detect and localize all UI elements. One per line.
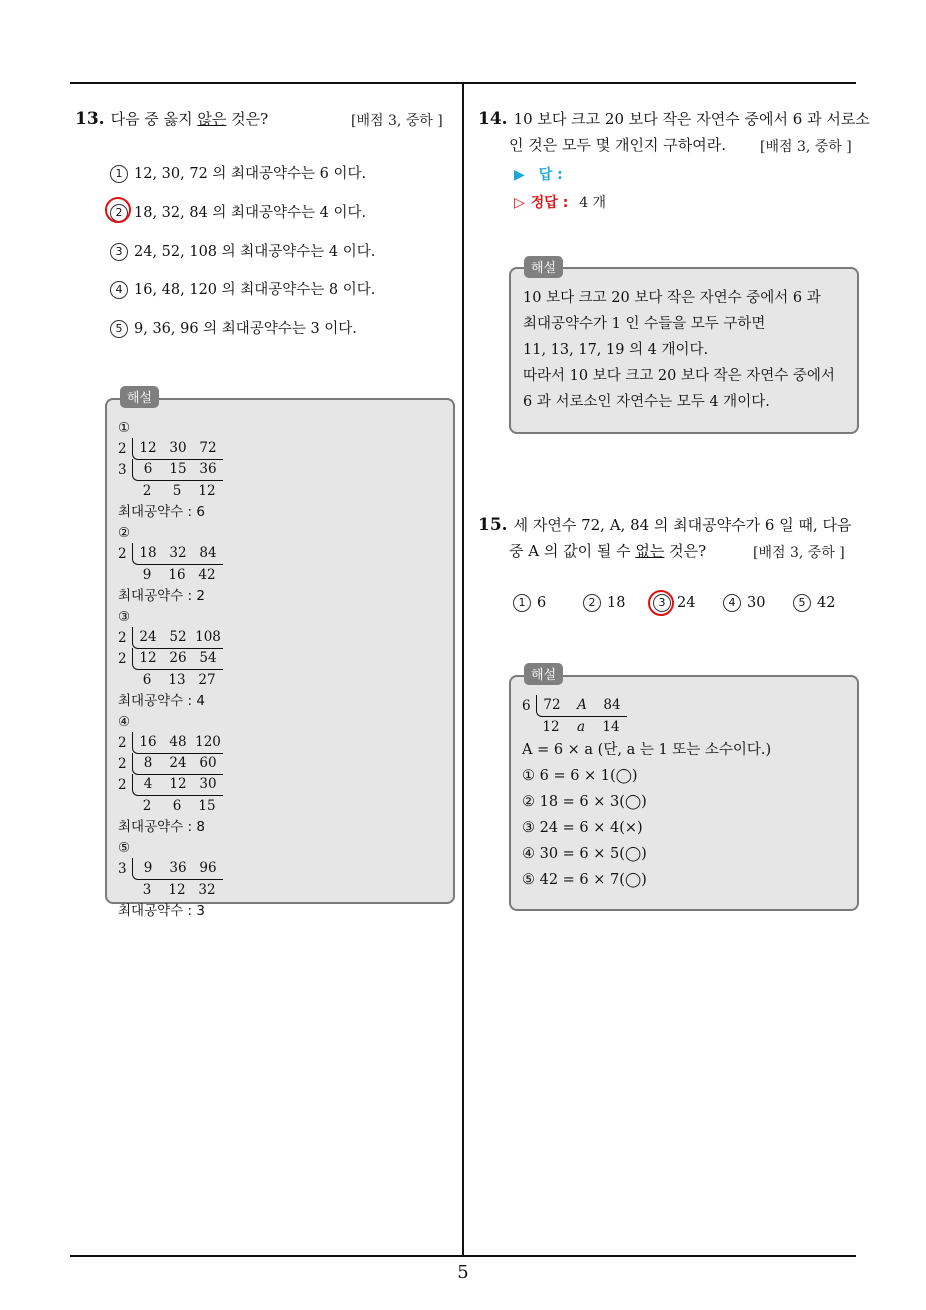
q15-meta: [배점 3, 중하 ] <box>753 545 845 561</box>
divisor: 6 <box>522 698 531 714</box>
solution-line: ③ 24 = 6 × 4(×) <box>522 820 643 836</box>
dividend-value: 84 <box>603 697 621 713</box>
choice-number-icon: 2 <box>110 204 128 222</box>
division-row <box>522 696 627 717</box>
q15-solution-tag: 해설 <box>524 663 563 685</box>
column-divider <box>462 82 464 1257</box>
dividend-value: 24 <box>169 755 187 771</box>
solution-line: 6 과 서로소인 자연수는 모두 4 개이다. <box>523 394 770 410</box>
dividend-value: 18 <box>139 545 157 561</box>
dividend-value: 54 <box>199 650 217 666</box>
q14-text-line1: 10 보다 크고 20 보다 작은 자연수 중에서 6 과 서로소 <box>513 110 870 128</box>
answer-label: 답 : <box>538 167 563 183</box>
q14-meta: [배점 3, 중하 ] <box>760 139 852 155</box>
dividend-value: 9 <box>143 860 153 876</box>
dividend-value: 12 <box>168 882 186 898</box>
gcd-result: 최대공약수 : 8 <box>118 819 205 835</box>
division-row <box>118 481 223 502</box>
dividend-value: 12 <box>139 650 157 666</box>
dividend-value: 16 <box>168 567 186 583</box>
solution-step-mark: ② <box>118 525 131 541</box>
dividend-value: 14 <box>602 719 620 735</box>
q15-choice-1[interactable] <box>513 594 546 612</box>
choice-text: 30 <box>747 595 766 611</box>
division-row <box>118 796 223 817</box>
choice-number-icon: 5 <box>110 320 128 338</box>
dividend-group <box>132 648 223 670</box>
choice-number-icon: 1 <box>110 165 128 183</box>
q15-solution-text <box>522 737 771 893</box>
dividend-value: 96 <box>199 860 217 876</box>
dividend-value: 52 <box>169 629 187 645</box>
dividend-value: 72 <box>543 697 561 713</box>
dividend-value: 9 <box>142 567 152 583</box>
choice-text: 24 <box>677 595 696 611</box>
dividend-group <box>132 481 222 502</box>
dividend-value: 5 <box>172 483 182 499</box>
divisor: 3 <box>118 462 127 478</box>
choice-number-icon: 3 <box>653 594 671 612</box>
solution-line: 11, 13, 17, 19 의 4 개이다. <box>523 342 709 358</box>
division-row <box>118 460 223 481</box>
q15-question <box>478 513 851 537</box>
division-row <box>118 628 223 649</box>
q13-solution-tag: 해설 <box>120 386 159 408</box>
dividend-group <box>132 627 223 649</box>
dividend-group <box>132 774 223 796</box>
divisor: 2 <box>118 630 127 646</box>
gcd-result: 최대공약수 : 3 <box>118 903 205 919</box>
divisor: 2 <box>118 546 127 562</box>
play-icon: ▶ <box>514 167 525 183</box>
solution-line: ④ 30 = 6 × 5(◯) <box>522 846 647 862</box>
choice-text: 24, 52, 108 의 최대공약수는 4 이다. <box>134 244 376 260</box>
q15-text-line2: 중 A 의 값이 될 수 <box>509 542 636 560</box>
dividend-value: 6 <box>142 672 152 688</box>
dividend-value: 24 <box>139 629 157 645</box>
dividend-group <box>536 695 627 717</box>
q13-solution-calc <box>118 418 223 922</box>
dividend-value: 3 <box>142 882 152 898</box>
divisor: 2 <box>118 777 127 793</box>
dividend-group <box>536 717 626 738</box>
q15-choice-5[interactable] <box>793 594 835 612</box>
gcd-result: 최대공약수 : 6 <box>118 504 205 520</box>
dividend-group <box>132 543 223 565</box>
dividend-value: 32 <box>198 882 216 898</box>
dividend-value: a <box>576 719 586 735</box>
choice-text: 18 <box>607 595 626 611</box>
division-row <box>118 775 223 796</box>
dividend-group <box>132 438 223 460</box>
q13-choice-2[interactable] <box>110 201 366 222</box>
dividend-value: 12 <box>198 483 216 499</box>
divisor: 2 <box>118 651 127 667</box>
dividend-group <box>132 459 223 481</box>
dividend-value: 15 <box>198 798 216 814</box>
solution-step-mark: ① <box>118 420 131 436</box>
q14-solution-tag: 해설 <box>524 256 563 278</box>
choice-number-icon: 4 <box>110 281 128 299</box>
play-outline-icon: ▷ <box>514 195 525 211</box>
dividend-value: 2 <box>142 798 152 814</box>
dividend-group <box>132 565 222 586</box>
choice-number-icon: 2 <box>583 594 601 612</box>
dividend-value: 84 <box>199 545 217 561</box>
dividend-value: 120 <box>195 734 221 750</box>
solution-line: 최대공약수가 1 인 수들을 모두 구하면 <box>523 316 766 332</box>
q15-choice-4[interactable] <box>723 594 765 612</box>
q14-number: 14. <box>478 109 508 129</box>
dividend-group <box>132 858 223 880</box>
dividend-value: 4 <box>143 776 153 792</box>
dividend-value: 6 <box>172 798 182 814</box>
q15-question-line2 <box>509 539 706 563</box>
division-row <box>118 880 223 901</box>
division-row <box>118 859 223 880</box>
q14-correct-row <box>514 192 606 212</box>
divisor: 2 <box>118 756 127 772</box>
dividend-group <box>132 796 222 817</box>
choice-number-icon: 4 <box>723 594 741 612</box>
dividend-value: 108 <box>195 629 221 645</box>
choice-text: 6 <box>537 595 547 611</box>
dividend-value: 13 <box>168 672 186 688</box>
choice-text: 42 <box>817 595 836 611</box>
bottom-rule <box>70 1255 856 1257</box>
dividend-group <box>132 753 223 775</box>
dividend-value: 12 <box>542 719 560 735</box>
dividend-value: 26 <box>169 650 187 666</box>
solution-step-mark: ⑤ <box>118 840 131 856</box>
dividend-value: 36 <box>199 461 217 477</box>
dividend-value: 6 <box>143 461 153 477</box>
q14-question <box>478 107 870 131</box>
division-row <box>118 670 223 691</box>
dividend-value: 30 <box>199 776 217 792</box>
q13-choice-3[interactable] <box>110 240 375 261</box>
q15-number: 15. <box>478 515 508 535</box>
solution-line: A = 6 × a (단, a 는 1 또는 소수이다.) <box>522 742 772 758</box>
q14-question-line2: 인 것은 모두 몇 개인지 구하여라. <box>509 136 726 154</box>
divisor: 2 <box>118 441 127 457</box>
selected-answer-mark-icon <box>105 197 131 223</box>
dividend-value: 30 <box>169 440 187 456</box>
gcd-result: 최대공약수 : 2 <box>118 588 205 604</box>
dividend-value: 2 <box>142 483 152 499</box>
q15-text-end: 것은? <box>664 542 707 560</box>
choice-text: 12, 30, 72 의 최대공약수는 6 이다. <box>134 166 367 182</box>
dividend-group <box>132 880 222 901</box>
q15-text-line1: 세 자연수 72, A, 84 의 최대공약수가 6 일 때, 다음 <box>513 516 852 534</box>
solution-step-mark: ③ <box>118 609 131 625</box>
dividend-value: 32 <box>169 545 187 561</box>
division-row <box>118 754 223 775</box>
dividend-value: 36 <box>169 860 187 876</box>
solution-line: 10 보다 크고 20 보다 작은 자연수 중에서 6 과 <box>523 290 821 306</box>
solution-line: ⑤ 42 = 6 × 7(◯) <box>522 872 647 888</box>
page-number: 5 <box>457 1262 469 1283</box>
dividend-group <box>132 732 223 754</box>
division-row <box>522 717 627 738</box>
q13-text-underlined: 않은 <box>197 110 227 128</box>
dividend-value: 8 <box>143 755 153 771</box>
dividend-value: 42 <box>198 567 216 583</box>
q13-choice-5[interactable] <box>110 317 357 338</box>
dividend-value: 16 <box>139 734 157 750</box>
solution-line: ② 18 = 6 × 3(◯) <box>522 794 647 810</box>
solution-line: 따라서 10 보다 크고 20 보다 작은 자연수 중에서 <box>523 368 835 384</box>
dividend-value: A <box>577 697 587 713</box>
q14-solution-text <box>523 285 835 415</box>
q13-number: 13. <box>75 109 105 129</box>
correct-value: 4 개 <box>579 195 607 211</box>
q13-choice-1[interactable] <box>110 162 366 183</box>
division-row <box>118 565 223 586</box>
gcd-result: 최대공약수 : 4 <box>118 693 205 709</box>
dividend-value: 27 <box>198 672 216 688</box>
dividend-value: 15 <box>169 461 187 477</box>
q13-text: 다음 중 옳지 <box>110 110 198 128</box>
divisor: 3 <box>118 861 127 877</box>
q15-text-underlined: 없는 <box>635 542 665 560</box>
dividend-value: 48 <box>169 734 187 750</box>
solution-step-mark: ④ <box>118 714 131 730</box>
q13-question <box>75 107 268 131</box>
dividend-value: 72 <box>199 440 217 456</box>
choice-number-icon: 5 <box>793 594 811 612</box>
division-row <box>118 544 223 565</box>
division-row <box>118 649 223 670</box>
q15-choice-2[interactable] <box>583 594 625 612</box>
dividend-value: 60 <box>199 755 217 771</box>
dividend-value: 12 <box>139 440 157 456</box>
solution-line: ① 6 = 6 × 1(◯) <box>522 768 638 784</box>
division-row <box>118 439 223 460</box>
choice-text: 9, 36, 96 의 최대공약수는 3 이다. <box>134 321 357 337</box>
dividend-value: 12 <box>169 776 187 792</box>
choice-text: 18, 32, 84 의 최대공약수는 4 이다. <box>134 205 367 221</box>
q13-choice-4[interactable] <box>110 278 375 299</box>
division-row <box>118 733 223 754</box>
correct-label: 정답 : <box>530 195 569 211</box>
choice-text: 16, 48, 120 의 최대공약수는 8 이다. <box>134 282 376 298</box>
divisor: 2 <box>118 735 127 751</box>
dividend-group <box>132 670 222 691</box>
q13-text-end: 것은? <box>226 110 269 128</box>
choice-number-icon: 1 <box>513 594 531 612</box>
choice-number-icon: 3 <box>110 243 128 261</box>
q14-answer-row[interactable] <box>514 164 563 184</box>
q15-solution-calc <box>522 696 627 738</box>
q13-meta: [배점 3, 중하 ] <box>351 113 443 129</box>
selected-answer-mark-icon <box>648 590 674 616</box>
